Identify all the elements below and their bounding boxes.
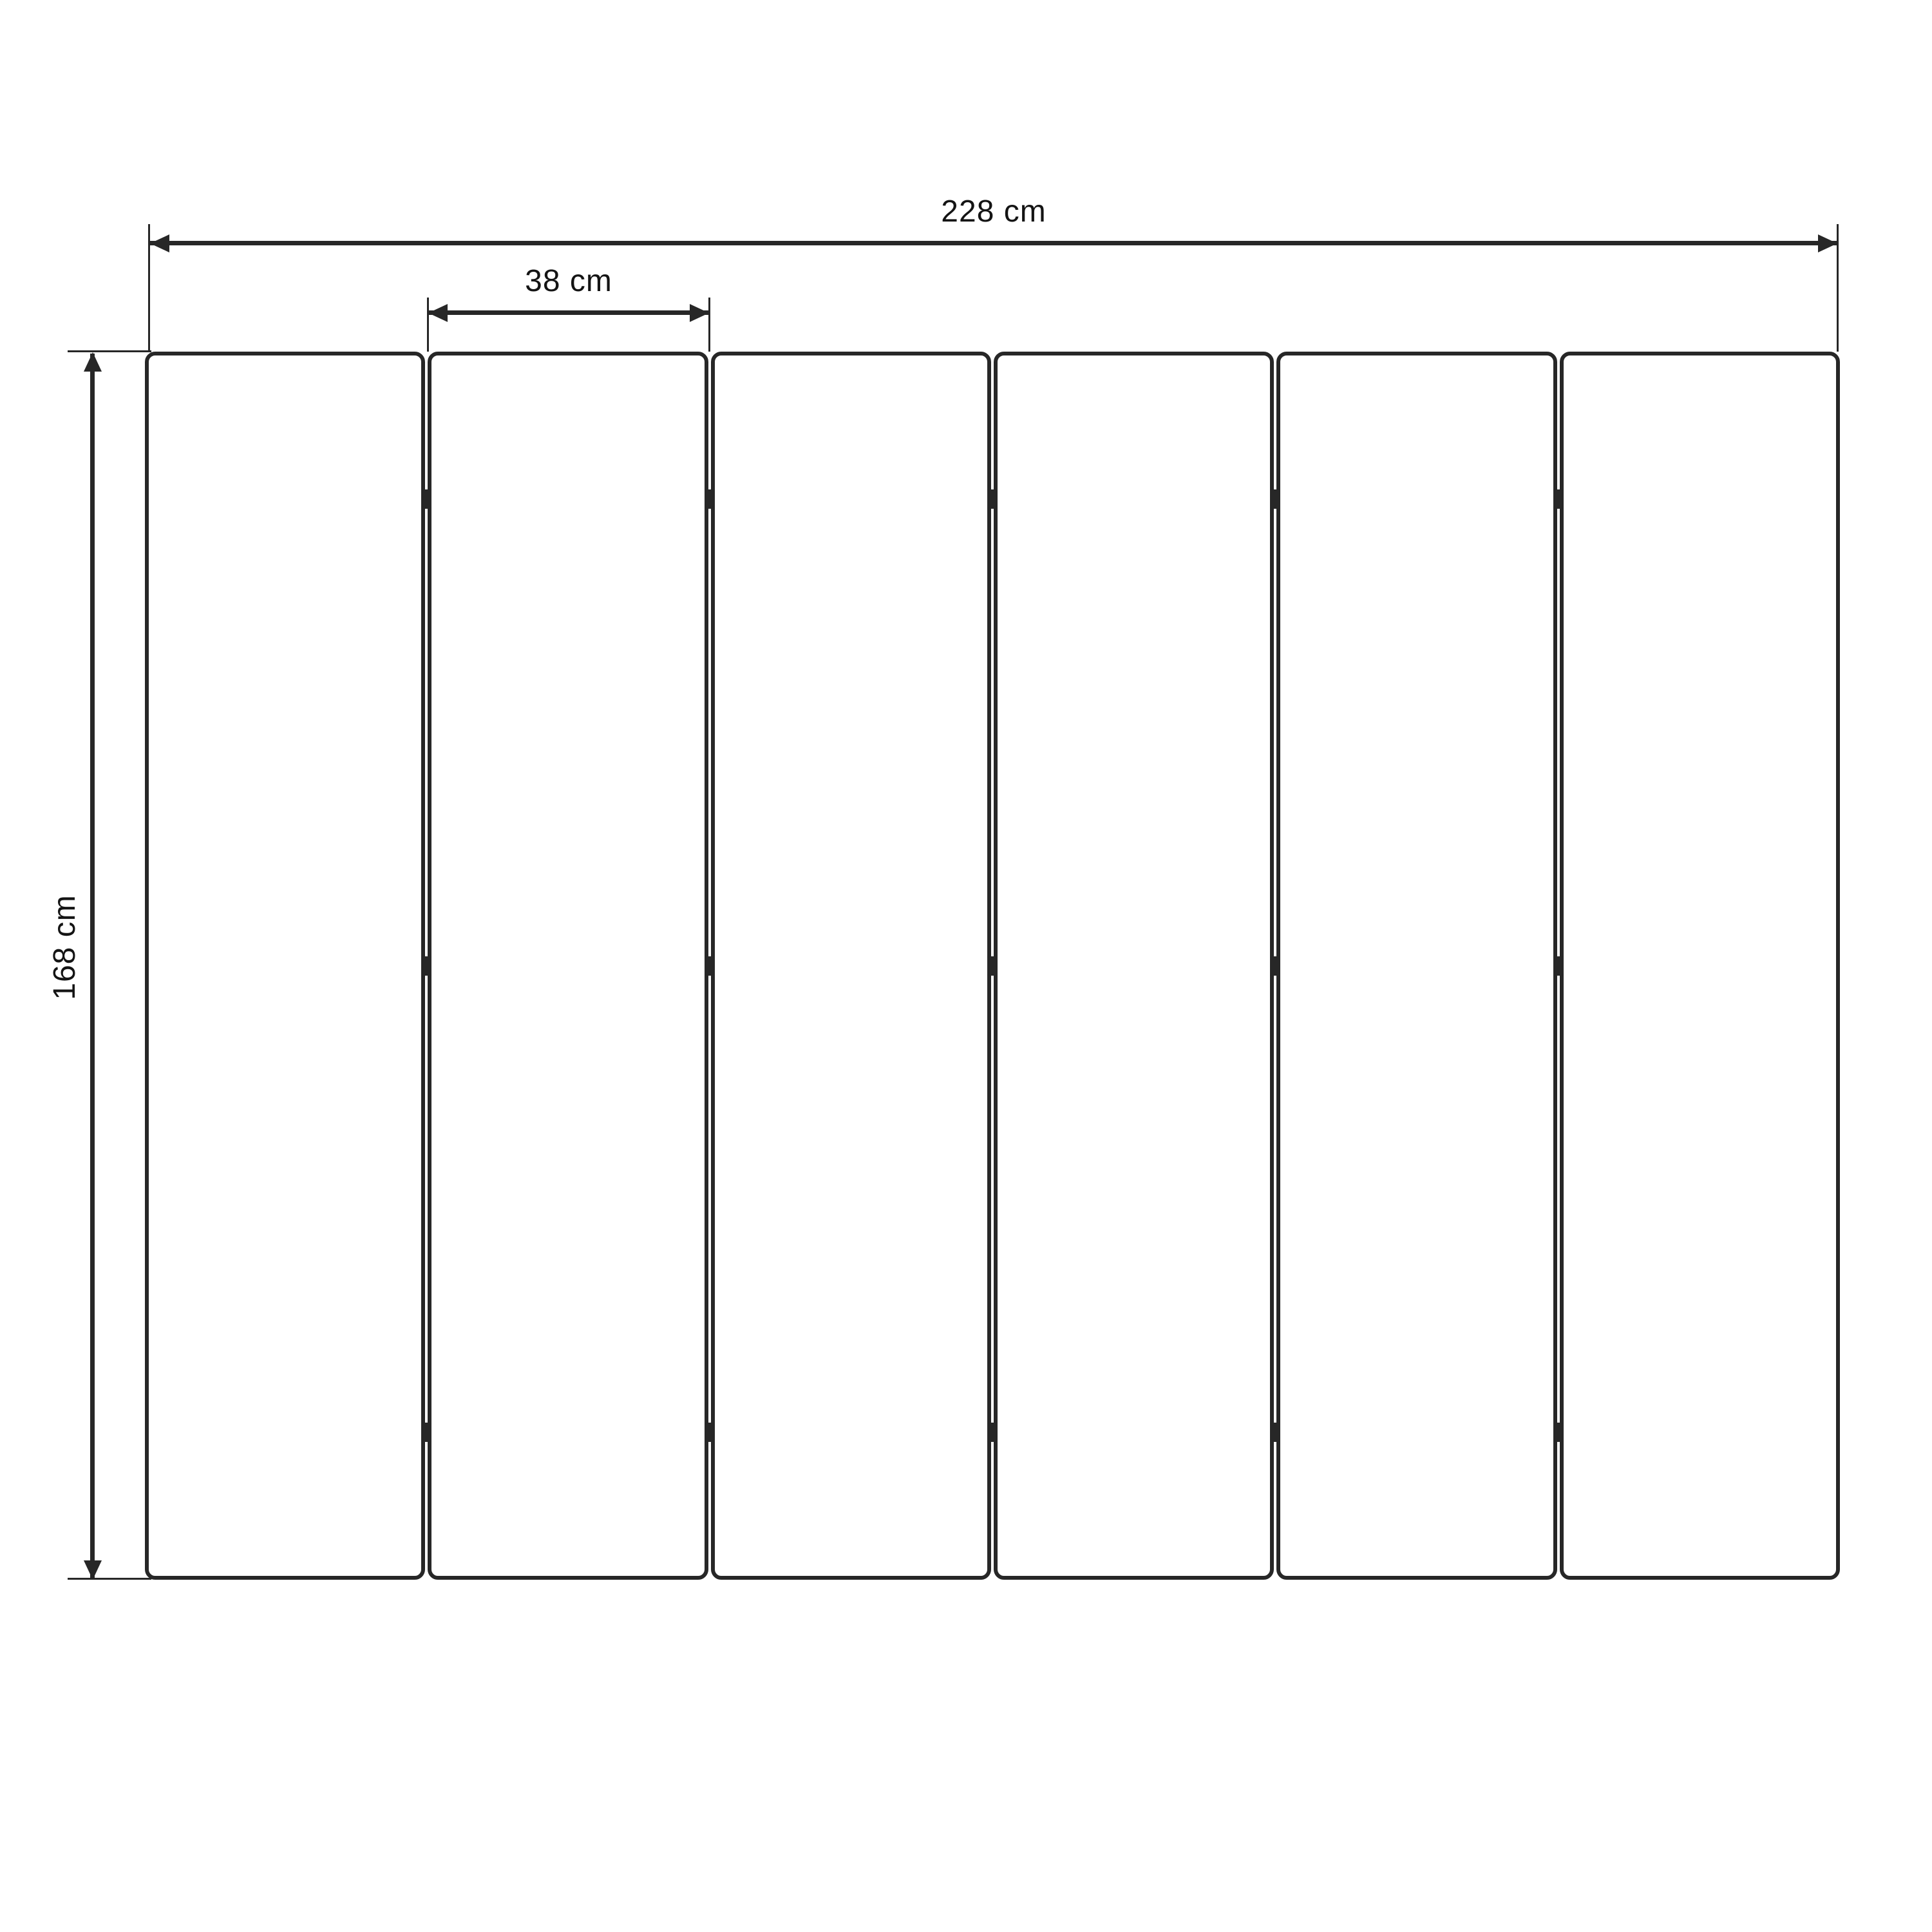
total-width-dimension-label: 228 cm <box>941 194 1046 229</box>
hinge-icon <box>421 489 431 509</box>
height-dimension-label: 168 cm <box>48 895 82 1000</box>
extension-line-height-top <box>68 350 151 352</box>
extension-line-height-bottom <box>68 1578 151 1580</box>
arrowhead-right-icon <box>690 304 709 322</box>
arrowhead-down-icon <box>84 1560 102 1580</box>
screen-panel <box>145 352 425 1580</box>
hinge-icon <box>421 956 431 976</box>
panel-width-dimension-line <box>428 310 709 315</box>
panel-width-dimension-label: 38 cm <box>525 264 612 298</box>
arrowhead-right-icon <box>1818 234 1837 252</box>
hinge-icon <box>987 1423 998 1442</box>
hinge-icon <box>1553 489 1564 509</box>
total-width-dimension-line <box>150 241 1837 245</box>
height-dimension-line <box>90 354 95 1578</box>
hinge-icon <box>705 956 715 976</box>
arrowhead-left-icon <box>150 234 169 252</box>
hinge-icon <box>705 489 715 509</box>
screen-panel <box>711 352 991 1580</box>
screen-panel <box>1276 352 1557 1580</box>
hinge-icon <box>705 1423 715 1442</box>
screen-panel <box>428 352 708 1580</box>
hinge-icon <box>1270 956 1280 976</box>
hinge-icon <box>1270 1423 1280 1442</box>
arrowhead-up-icon <box>84 352 102 372</box>
arrowhead-left-icon <box>428 304 448 322</box>
hinge-icon <box>1270 489 1280 509</box>
hinge-icon <box>987 956 998 976</box>
hinge-icon <box>987 489 998 509</box>
hinge-icon <box>1553 956 1564 976</box>
screen-panel <box>1560 352 1840 1580</box>
hinge-icon <box>1553 1423 1564 1442</box>
screen-panel <box>994 352 1274 1580</box>
hinge-icon <box>421 1423 431 1442</box>
